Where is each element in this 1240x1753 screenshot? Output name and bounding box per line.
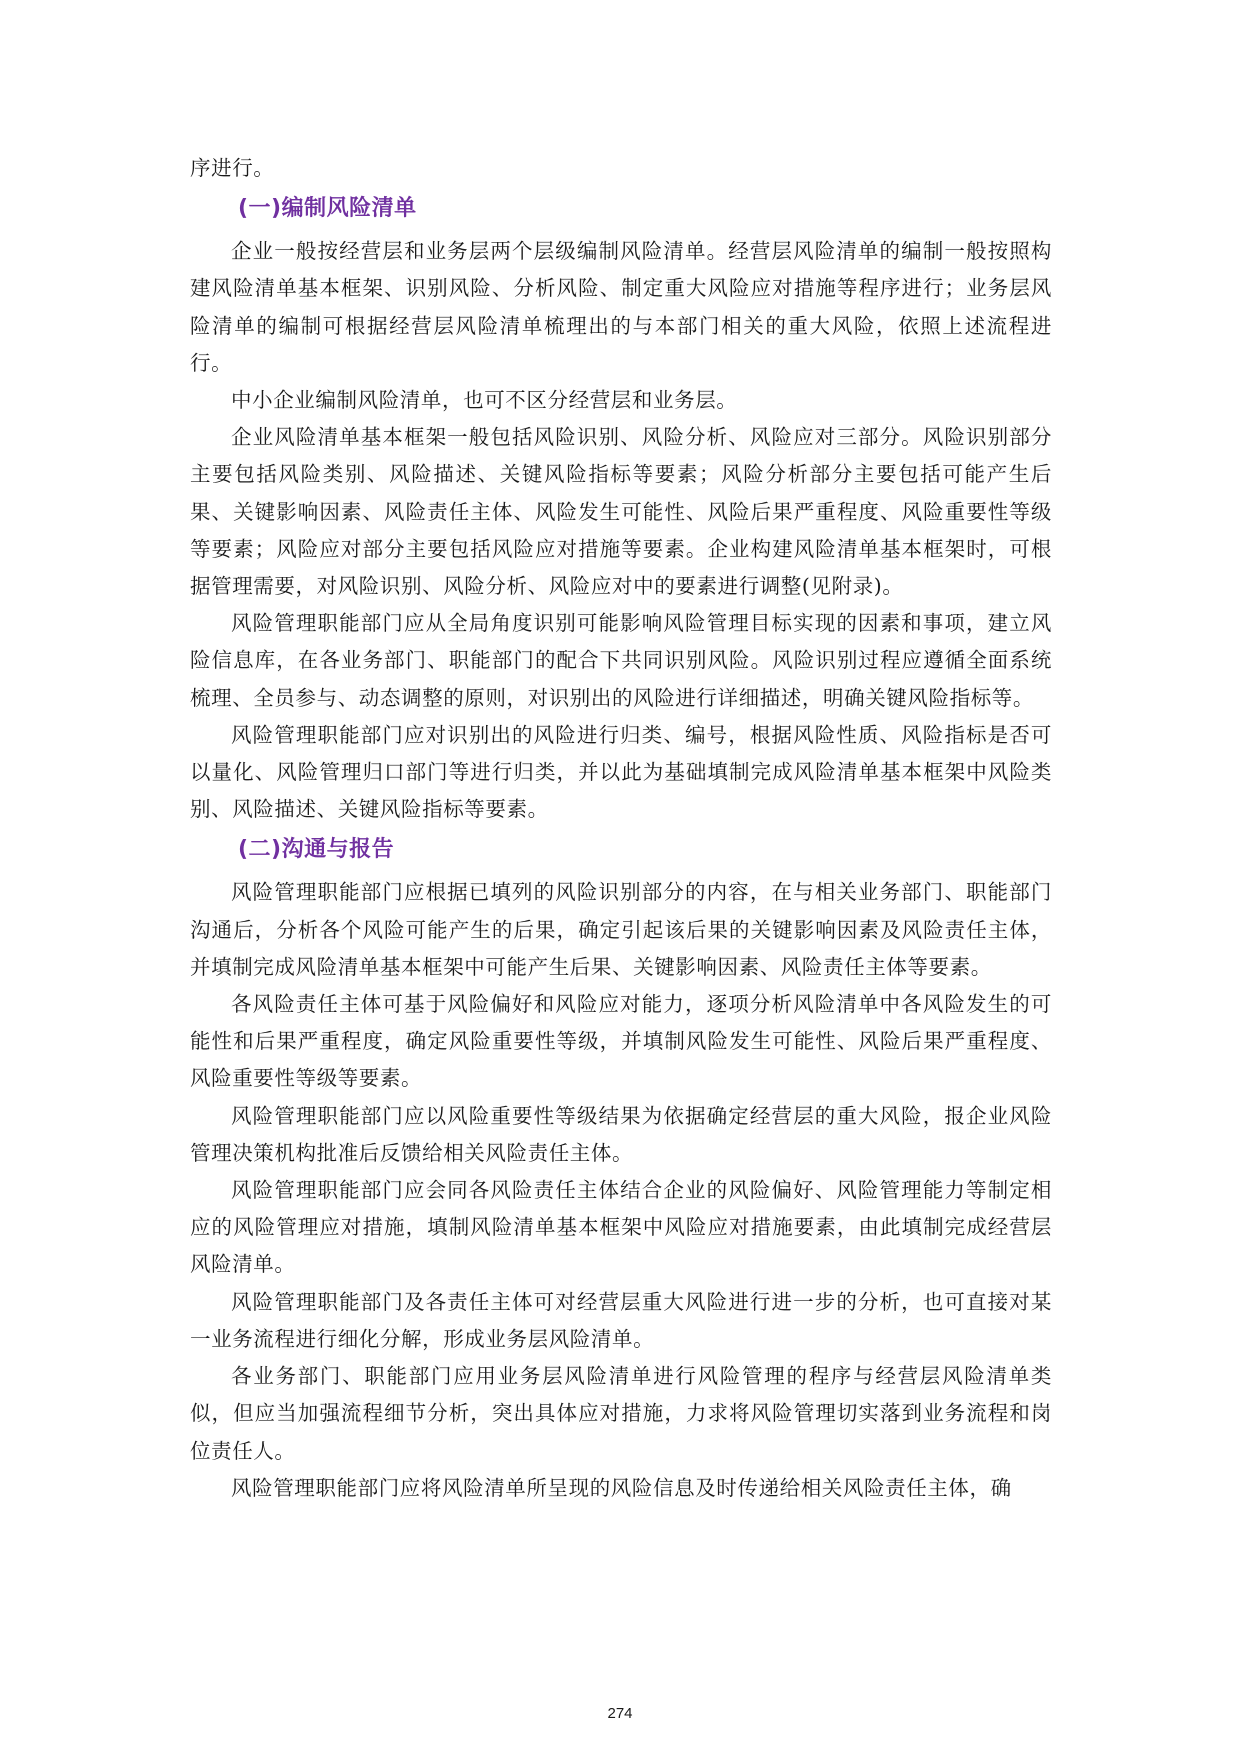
paragraph: 风险管理职能部门及各责任主体可对经营层重大风险进行进一步的分析，也可直接对某一业务流程进行细化分解，形成业务层风险清单。 (190, 1289, 1052, 1351)
section-heading-communication-report: (二)沟通与报告 (238, 837, 395, 863)
paragraph: 企业风险清单基本框架一般包括风险识别、风险分析、风险应对三部分。风险识别部分主要包括风险类别、风险描述、关键风险指标等要素；风险分析部分主要包括可能产生后果、关键影响因素、风险责任主体、风险发生可能性、风险后果严重程度、风险重要性等级等要素；风险应对部分主要包括风险应对措施等要素。企业构建风险清单基本框架时，可根据管理需要，对风险识别、风险分析、风险应对中的要素进行调整(见附录)。 (190, 425, 1052, 599)
paragraph: 风险管理职能部门应会同各风险责任主体结合企业的风险偏好、风险管理能力等制定相应的风险管理应对措施，填制风险清单基本框架中风险应对措施要素，由此填制完成经营层风险清单。 (190, 1178, 1052, 1277)
page-number: 274 (607, 1705, 633, 1722)
paragraph: 风险管理职能部门应从全局角度识别可能影响风险管理目标实现的因素和事项，建立风险信息库，在各业务部门、职能部门的配合下共同识别风险。风险识别过程应遵循全面系统梳理、全员参与、动态调整的原则，对识别出的风险进行详细描述，明确关键风险指标等。 (190, 611, 1052, 710)
paragraph: 风险管理职能部门应根据已填列的风险识别部分的内容，在与相关业务部门、职能部门沟通后，分析各个风险可能产生的后果，确定引起该后果的关键影响因素及风险责任主体，并填制完成风险清单基本框架中可能产生后果、关键影响因素、风险责任主体等要素。 (190, 880, 1052, 979)
page-content (190, 150, 1052, 1507)
paragraph: 中小企业编制风险清单，也可不区分经营层和业务层。 (231, 388, 738, 413)
paragraph: 企业一般按经营层和业务层两个层级编制风险清单。经营层风险清单的编制一般按照构建风险清单基本框架、识别风险、分析风险、制定重大风险应对措施等程序进行；业务层风险清单的编制可根据经营层风险清单梳理出的与本部门相关的重大风险，依照上述流程进行。 (190, 239, 1052, 375)
paragraph: 风险管理职能部门应以风险重要性等级结果为依据确定经营层的重大风险，报企业风险管理决策机构批准后反馈给相关风险责任主体。 (190, 1103, 1052, 1165)
paragraph: 各业务部门、职能部门应用业务层风险清单进行风险管理的程序与经营层风险清单类似，但应当加强流程细节分析，突出具体应对措施，力求将风险管理切实落到业务流程和岗位责任人。 (190, 1364, 1052, 1463)
paragraph: 风险管理职能部门应对识别出的风险进行归类、编号，根据风险性质、风险指标是否可以量化、风险管理归口部门等进行归类，并以此为基础填制完成风险清单基本框架中风险类别、风险描述、关键风险指标等要素。 (190, 722, 1052, 822)
paragraph-continuation: 序进行。 (190, 156, 275, 180)
section-heading-compile-risk-list: (一)编制风险清单 (238, 196, 417, 222)
paragraph: 各风险责任主体可基于风险偏好和风险应对能力，逐项分析风险清单中各风险发生的可能性和后果严重程度，确定风险重要性等级，并填制风险发生可能性、风险后果严重程度、风险重要性等级等要素。 (190, 992, 1052, 1091)
paragraph: 风险管理职能部门应将风险清单所呈现的风险信息及时传递给相关风险责任主体，确 (231, 1475, 1012, 1500)
